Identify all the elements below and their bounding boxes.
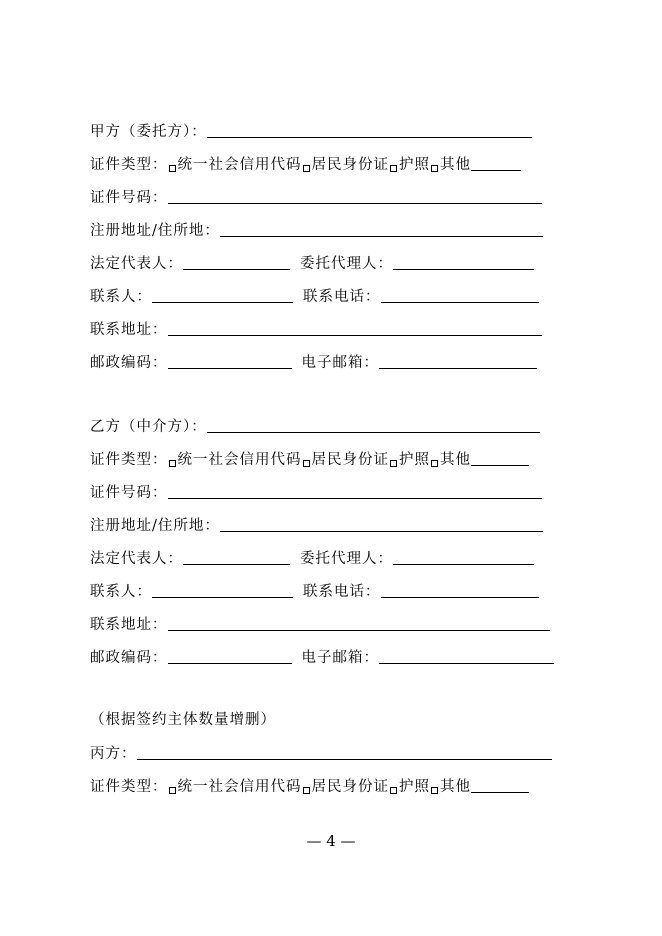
party-a-rep-row [90, 251, 534, 273]
reg-address-field[interactable] [220, 531, 543, 532]
reg-address-label: 注册地址/住所地： [90, 223, 220, 239]
id-number-label: 证件号码： [90, 190, 168, 206]
id-type-label: 证件类型： [90, 452, 168, 468]
reg-address-field[interactable] [220, 236, 543, 237]
phone-field[interactable] [381, 597, 539, 598]
party-a-id-number-row [90, 185, 542, 207]
agent-field[interactable] [393, 564, 534, 565]
party-c-id-type-row [90, 774, 529, 796]
reg-address-label: 注册地址/住所地： [90, 518, 220, 534]
add-remove-note: （根据签约主体数量增删） [90, 712, 276, 728]
email-label: 电子邮箱： [301, 355, 379, 371]
id-number-label: 证件号码： [90, 485, 168, 501]
contact-field[interactable] [152, 302, 293, 303]
postal-label: 邮政编码： [90, 650, 168, 666]
checkbox-credit-code[interactable] [169, 787, 176, 794]
party-b-rep-row [90, 546, 534, 568]
contact-address-label: 联系地址： [90, 322, 168, 338]
checkbox-other[interactable] [431, 787, 438, 794]
checkbox-id-card[interactable] [303, 460, 310, 467]
party-b-row [90, 414, 540, 436]
party-b-id-type-row [90, 447, 529, 469]
party-b-contact-row [90, 579, 539, 601]
party-a-contact-address-row [90, 317, 542, 339]
party-c-row [90, 741, 552, 763]
email-field[interactable] [379, 368, 537, 369]
contact-label: 联系人： [90, 584, 152, 600]
checkbox-credit-code[interactable] [169, 460, 176, 467]
option-credit-code: 统一社会信用代码 [177, 779, 302, 795]
party-b-address-row [90, 513, 543, 535]
option-id-card: 居民身份证 [311, 157, 389, 173]
contact-address-field[interactable] [168, 630, 550, 631]
legal-rep-field[interactable] [183, 269, 290, 270]
contact-address-field[interactable] [168, 335, 542, 336]
party-a-address-row [90, 218, 543, 240]
id-type-label: 证件类型： [90, 157, 168, 173]
party-c-field[interactable] [137, 759, 552, 760]
option-passport: 护照 [399, 452, 430, 468]
party-b-label: 乙方（中介方）： [90, 419, 207, 435]
agent-label: 委托代理人： [300, 551, 393, 567]
option-passport: 护照 [399, 157, 430, 173]
legal-rep-field[interactable] [183, 564, 290, 565]
id-number-field[interactable] [168, 203, 542, 204]
agent-label: 委托代理人： [300, 256, 393, 272]
checkbox-passport[interactable] [390, 165, 397, 172]
other-type-field[interactable] [471, 465, 529, 466]
checkbox-passport[interactable] [390, 460, 397, 467]
option-other: 其他 [440, 452, 471, 468]
party-a-contact-row [90, 284, 539, 306]
id-type-label: 证件类型： [90, 779, 168, 795]
option-credit-code: 统一社会信用代码 [177, 452, 302, 468]
legal-rep-label: 法定代表人： [90, 551, 183, 567]
phone-label: 联系电话： [303, 289, 381, 305]
contact-label: 联系人： [90, 289, 152, 305]
phone-label: 联系电话： [303, 584, 381, 600]
party-a-field[interactable] [207, 137, 532, 138]
postal-field[interactable] [168, 663, 292, 664]
option-other: 其他 [440, 779, 471, 795]
party-a-label: 甲方（委托方）： [90, 124, 207, 140]
party-b-postal-row [90, 645, 554, 667]
page-number: — 4 — [306, 832, 356, 850]
option-credit-code: 统一社会信用代码 [177, 157, 302, 173]
checkbox-credit-code[interactable] [169, 165, 176, 172]
party-a-postal-row [90, 350, 537, 372]
party-a-id-type-row [90, 152, 521, 174]
checkbox-other[interactable] [431, 165, 438, 172]
postal-field[interactable] [168, 368, 292, 369]
party-c-label: 丙方： [90, 746, 137, 762]
legal-rep-label: 法定代表人： [90, 256, 183, 272]
email-field[interactable] [379, 663, 554, 664]
email-label: 电子邮箱： [301, 650, 379, 666]
contact-address-label: 联系地址： [90, 617, 168, 633]
option-other: 其他 [440, 157, 471, 173]
option-id-card: 居民身份证 [311, 779, 389, 795]
agent-field[interactable] [393, 269, 534, 270]
party-b-field[interactable] [207, 432, 540, 433]
phone-field[interactable] [381, 302, 539, 303]
checkbox-id-card[interactable] [303, 787, 310, 794]
party-b-id-number-row [90, 480, 542, 502]
party-a-row [90, 119, 532, 141]
other-type-field[interactable] [471, 170, 521, 171]
party-b-contact-address-row [90, 612, 550, 634]
other-type-field[interactable] [471, 792, 529, 793]
contact-field[interactable] [152, 597, 293, 598]
postal-label: 邮政编码： [90, 355, 168, 371]
checkbox-id-card[interactable] [303, 165, 310, 172]
id-number-field[interactable] [168, 498, 542, 499]
checkbox-passport[interactable] [390, 787, 397, 794]
option-passport: 护照 [399, 779, 430, 795]
option-id-card: 居民身份证 [311, 452, 389, 468]
checkbox-other[interactable] [431, 460, 438, 467]
